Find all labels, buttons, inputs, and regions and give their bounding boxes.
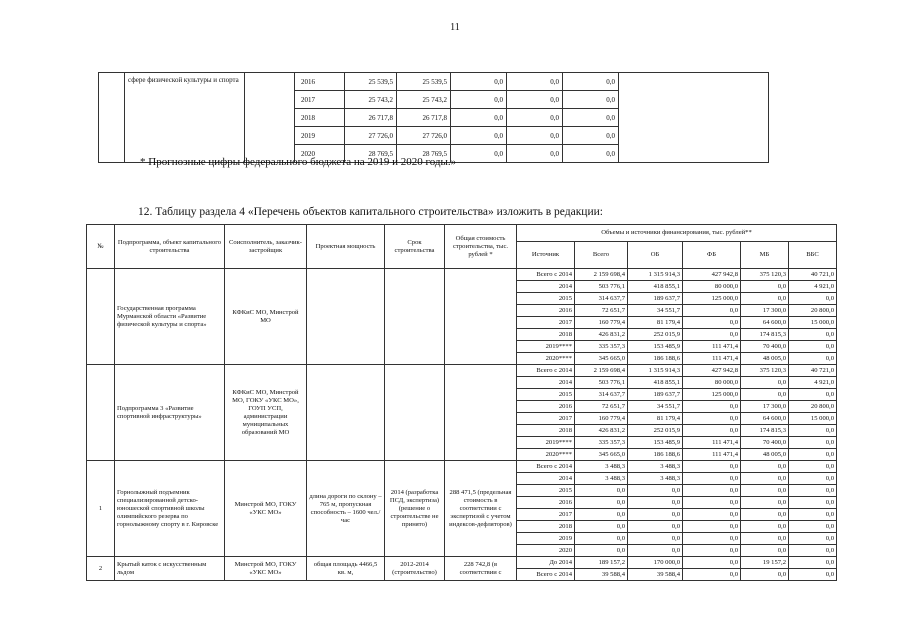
header-vbs: ВБС (789, 242, 837, 269)
mb-cell: 64 600,0 (741, 317, 789, 329)
total-cell: 3 488,3 (575, 461, 628, 473)
source-cell: 2014 (517, 473, 575, 485)
mb-cell: 0,0 (741, 545, 789, 557)
vbs-cell: 0,0 (789, 461, 837, 473)
mb-cell: 48 005,0 (741, 449, 789, 461)
total-cell: 345 665,0 (575, 449, 628, 461)
vbs-cell: 0,0 (789, 497, 837, 509)
vbs-cell: 0,0 (789, 473, 837, 485)
vbs-cell: 15 000,0 (789, 317, 837, 329)
ob-cell: 0,0 (628, 545, 683, 557)
funding-row (87, 557, 837, 569)
continuation-num-cell (99, 73, 125, 163)
construction-term (385, 269, 445, 365)
total-cost (445, 269, 517, 365)
mb-cell: 0,0 (741, 533, 789, 545)
total-cell: 0,0 (575, 509, 628, 521)
ob-cell: 0,0 (628, 509, 683, 521)
mb-cell: 0,0 (741, 485, 789, 497)
funding-row (87, 365, 837, 377)
mb-cell: 0,0 (741, 497, 789, 509)
ob-cell: 0,0 (628, 485, 683, 497)
mb-cell: 0,0 (741, 389, 789, 401)
value-cell: 0,0 (563, 127, 619, 145)
source-cell: 2019**** (517, 437, 575, 449)
source-cell: Всего с 2014 (517, 269, 575, 281)
value-cell: 0,0 (451, 73, 507, 91)
ob-cell: 186 188,6 (628, 353, 683, 365)
header-num: № (87, 225, 115, 269)
vbs-cell: 20 800,0 (789, 401, 837, 413)
header-source: Источник (517, 242, 575, 269)
total-cell: 0,0 (575, 497, 628, 509)
construction-term: 2014 (разработка ПСД, экспертиза) (решение о строительстве не принято) (385, 461, 445, 557)
fb-cell: 427 942,8 (683, 269, 741, 281)
page-number: 11 (450, 22, 460, 33)
fb-cell: 111 471,4 (683, 353, 741, 365)
fb-cell: 0,0 (683, 329, 741, 341)
ob-cell: 189 637,7 (628, 293, 683, 305)
vbs-cell: 4 921,0 (789, 281, 837, 293)
vbs-cell: 40 721,0 (789, 269, 837, 281)
source-cell: 2019 (517, 533, 575, 545)
fb-cell: 111 471,4 (683, 341, 741, 353)
value-cell: 0,0 (563, 91, 619, 109)
vbs-cell: 0,0 (789, 545, 837, 557)
fb-cell: 427 942,8 (683, 365, 741, 377)
fb-cell: 0,0 (683, 461, 741, 473)
header-mb: МБ (741, 242, 789, 269)
total-cell: 2 159 698,4 (575, 269, 628, 281)
source-cell: 2015 (517, 293, 575, 305)
source-cell: Всего с 2014 (517, 365, 575, 377)
total-cell: 160 779,4 (575, 413, 628, 425)
source-cell: 2016 (517, 497, 575, 509)
capital-construction-table-body (87, 269, 837, 581)
fb-cell: 0,0 (683, 509, 741, 521)
source-cell: 2014 (517, 281, 575, 293)
year-cell: 2016 (295, 73, 345, 91)
total-cell: 314 637,7 (575, 293, 628, 305)
ob-cell: 153 485,9 (628, 341, 683, 353)
source-cell: 2020**** (517, 449, 575, 461)
fb-cell: 80 000,0 (683, 377, 741, 389)
vbs-cell: 0,0 (789, 437, 837, 449)
continuation-description: сфере физической культуры и спорта (125, 73, 245, 163)
total-cell: 426 831,2 (575, 425, 628, 437)
value-cell: 0,0 (451, 91, 507, 109)
value-cell: 0,0 (451, 127, 507, 145)
year-cell: 2020 (295, 145, 345, 163)
total-cell: 345 665,0 (575, 353, 628, 365)
fb-cell: 0,0 (683, 533, 741, 545)
ob-cell: 81 179,4 (628, 317, 683, 329)
total-cell: 503 776,1 (575, 377, 628, 389)
fb-cell: 0,0 (683, 425, 741, 437)
total-cell: 0,0 (575, 485, 628, 497)
project-capacity: длина дороги по склону – 765 м, пропускная способность – 1600 чел./час (307, 461, 385, 557)
mb-cell: 0,0 (741, 473, 789, 485)
ob-cell: 186 188,6 (628, 449, 683, 461)
total-cell: 72 651,7 (575, 401, 628, 413)
continuation-table-body (99, 73, 769, 163)
ob-cell: 418 855,1 (628, 281, 683, 293)
value-cell: 0,0 (507, 127, 563, 145)
ob-cell: 3 488,3 (628, 461, 683, 473)
source-cell: 2019**** (517, 341, 575, 353)
capital-construction-table (86, 224, 837, 581)
total-cell: 503 776,1 (575, 281, 628, 293)
value-cell: 26 717,8 (345, 109, 397, 127)
value-cell: 25 743,2 (345, 91, 397, 109)
mb-cell: 17 300,0 (741, 305, 789, 317)
header-ob: ОБ (628, 242, 683, 269)
source-cell: 2020**** (517, 353, 575, 365)
fb-cell: 0,0 (683, 497, 741, 509)
vbs-cell: 40 721,0 (789, 365, 837, 377)
mb-cell: 0,0 (741, 461, 789, 473)
fb-cell: 125 000,0 (683, 389, 741, 401)
construction-term: 2012-2014 (строительство) (385, 557, 445, 581)
vbs-cell: 15 000,0 (789, 413, 837, 425)
section-heading: 12. Таблицу раздела 4 «Перечень объектов капитального строительства» изложить в редакции: (138, 206, 603, 218)
total-cell: 0,0 (575, 521, 628, 533)
total-cost: 228 742,8 (в соответствии с (445, 557, 517, 581)
value-cell: 25 539,5 (345, 73, 397, 91)
value-cell: 0,0 (563, 145, 619, 163)
source-cell: 2017 (517, 509, 575, 521)
mb-cell: 70 400,0 (741, 437, 789, 449)
executor-name: КФКиС МО, Минстрой МО, ГОКУ «УКС МО», ГОУП УСП, администрации муниципальных образований МО (225, 365, 307, 461)
total-cell: 0,0 (575, 545, 628, 557)
source-cell: 2018 (517, 329, 575, 341)
value-cell: 25 539,5 (397, 73, 451, 91)
vbs-cell: 0,0 (789, 425, 837, 437)
ob-cell: 0,0 (628, 497, 683, 509)
ob-cell: 1 315 914,3 (628, 365, 683, 377)
ob-cell: 0,0 (628, 521, 683, 533)
mb-cell: 0,0 (741, 521, 789, 533)
value-cell: 0,0 (563, 73, 619, 91)
source-cell: 2016 (517, 401, 575, 413)
mb-cell: 0,0 (741, 569, 789, 581)
header-funding: Объемы и источники финансирования, тыс. рублей** (517, 225, 837, 242)
ob-cell: 1 315 914,3 (628, 269, 683, 281)
total-cell: 335 357,3 (575, 341, 628, 353)
header-program: Подпрограмма, объект капитального строительства (115, 225, 225, 269)
mb-cell: 174 815,3 (741, 425, 789, 437)
mb-cell: 0,0 (741, 281, 789, 293)
program-name: Государственная программа Мурманской области «Развитие физической культуры и спорта» (115, 269, 225, 365)
source-cell: 2015 (517, 485, 575, 497)
value-cell: 28 769,5 (397, 145, 451, 163)
ob-cell: 252 015,9 (628, 329, 683, 341)
row-number (87, 269, 115, 365)
executor-name: Минстрой МО, ГОКУ «УКС МО» (225, 461, 307, 557)
fb-cell: 0,0 (683, 317, 741, 329)
total-cost: 288 471,5 (предельная стоимость в соответствии с экспертизой с учетом индексов-дефляторов) (445, 461, 517, 557)
header-total: Всего (575, 242, 628, 269)
year-cell: 2018 (295, 109, 345, 127)
ob-cell: 34 551,7 (628, 305, 683, 317)
source-cell: 2014 (517, 377, 575, 389)
program-name: Крытый каток с искусственным льдом (115, 557, 225, 581)
source-cell: 2016 (517, 305, 575, 317)
header-row-top (87, 225, 837, 242)
ob-cell: 153 485,9 (628, 437, 683, 449)
executor-name: КФКиС МО, Минстрой МО (225, 269, 307, 365)
total-cell: 72 651,7 (575, 305, 628, 317)
project-capacity (307, 365, 385, 461)
source-cell: Всего с 2014 (517, 461, 575, 473)
program-name: Горнолыжный подъемник специализированной детско-юношеской спортивной школы олимпийского резерва по горнолыжному спорту в г. Кировске (115, 461, 225, 557)
source-cell: 2020 (517, 545, 575, 557)
mb-cell: 17 300,0 (741, 401, 789, 413)
fb-cell: 125 000,0 (683, 293, 741, 305)
fb-cell: 0,0 (683, 401, 741, 413)
source-cell: 2017 (517, 413, 575, 425)
value-cell: 26 717,8 (397, 109, 451, 127)
fb-cell: 80 000,0 (683, 281, 741, 293)
value-cell: 0,0 (507, 91, 563, 109)
program-name: Подпрограмма 3 «Развитие спортивной инфраструктуры» (115, 365, 225, 461)
value-cell: 0,0 (563, 109, 619, 127)
mb-cell: 375 120,3 (741, 365, 789, 377)
vbs-cell: 0,0 (789, 521, 837, 533)
vbs-cell: 0,0 (789, 569, 837, 581)
mb-cell: 19 157,2 (741, 557, 789, 569)
continuation-blank-cell (619, 73, 769, 163)
construction-term (385, 365, 445, 461)
total-cell: 160 779,4 (575, 317, 628, 329)
value-cell: 27 726,0 (345, 127, 397, 145)
ob-cell: 34 551,7 (628, 401, 683, 413)
source-cell: До 2014 (517, 557, 575, 569)
vbs-cell: 0,0 (789, 353, 837, 365)
vbs-cell: 4 921,0 (789, 377, 837, 389)
vbs-cell: 0,0 (789, 293, 837, 305)
fb-cell: 111 471,4 (683, 449, 741, 461)
mb-cell: 0,0 (741, 293, 789, 305)
fb-cell: 0,0 (683, 521, 741, 533)
continuation-row (99, 73, 769, 91)
fb-cell: 0,0 (683, 413, 741, 425)
value-cell: 25 743,2 (397, 91, 451, 109)
total-cell: 2 159 698,4 (575, 365, 628, 377)
ob-cell: 189 637,7 (628, 389, 683, 401)
ob-cell: 252 015,9 (628, 425, 683, 437)
header-executor: Соисполнитель, заказчик-застройщик (225, 225, 307, 269)
mb-cell: 375 120,3 (741, 269, 789, 281)
fb-cell: 0,0 (683, 473, 741, 485)
vbs-cell: 0,0 (789, 485, 837, 497)
total-cost (445, 365, 517, 461)
funding-row (87, 461, 837, 473)
row-number (87, 365, 115, 461)
value-cell: 27 726,0 (397, 127, 451, 145)
fb-cell: 0,0 (683, 545, 741, 557)
mb-cell: 174 815,3 (741, 329, 789, 341)
header-term: Срок строительства (385, 225, 445, 269)
source-cell: 2017 (517, 317, 575, 329)
value-cell: 0,0 (451, 145, 507, 163)
source-cell: 2015 (517, 389, 575, 401)
vbs-cell: 0,0 (789, 329, 837, 341)
ob-cell: 3 488,3 (628, 473, 683, 485)
mb-cell: 48 005,0 (741, 353, 789, 365)
total-cell: 426 831,2 (575, 329, 628, 341)
year-cell: 2017 (295, 91, 345, 109)
total-cell: 335 357,3 (575, 437, 628, 449)
header-cost: Общая стоимость строительства, тыс. рублей * (445, 225, 517, 269)
fb-cell: 0,0 (683, 305, 741, 317)
mb-cell: 64 600,0 (741, 413, 789, 425)
ob-cell: 39 588,4 (628, 569, 683, 581)
row-number: 1 (87, 461, 115, 557)
fb-cell: 0,0 (683, 485, 741, 497)
ob-cell: 81 179,4 (628, 413, 683, 425)
value-cell: 0,0 (507, 145, 563, 163)
project-capacity: общая площадь 4466,5 кв. м, (307, 557, 385, 581)
value-cell: 0,0 (507, 73, 563, 91)
total-cell: 314 637,7 (575, 389, 628, 401)
total-cell: 39 588,4 (575, 569, 628, 581)
fb-cell: 111 471,4 (683, 437, 741, 449)
ob-cell: 418 855,1 (628, 377, 683, 389)
forecast-footnote: * Прогнозные цифры федерального бюджета на 2019 и 2020 годы.» (140, 156, 457, 168)
executor-name: Минстрой МО, ГОКУ «УКС МО» (225, 557, 307, 581)
mb-cell: 0,0 (741, 509, 789, 521)
vbs-cell: 0,0 (789, 341, 837, 353)
vbs-cell: 20 800,0 (789, 305, 837, 317)
ob-cell: 0,0 (628, 533, 683, 545)
vbs-cell: 0,0 (789, 509, 837, 521)
total-cell: 0,0 (575, 533, 628, 545)
vbs-cell: 0,0 (789, 389, 837, 401)
mb-cell: 0,0 (741, 377, 789, 389)
source-cell: 2018 (517, 521, 575, 533)
fb-cell: 0,0 (683, 557, 741, 569)
continuation-blank-cell (245, 73, 295, 163)
header-fb: ФБ (683, 242, 741, 269)
funding-row (87, 269, 837, 281)
project-capacity (307, 269, 385, 365)
fb-cell: 0,0 (683, 569, 741, 581)
source-cell: Всего с 2014 (517, 569, 575, 581)
header-capacity: Проектная мощность (307, 225, 385, 269)
value-cell: 28 769,5 (345, 145, 397, 163)
continuation-table (98, 72, 769, 163)
year-cell: 2019 (295, 127, 345, 145)
value-cell: 0,0 (507, 109, 563, 127)
ob-cell: 170 000,0 (628, 557, 683, 569)
row-number: 2 (87, 557, 115, 581)
mb-cell: 70 400,0 (741, 341, 789, 353)
total-cell: 3 488,3 (575, 473, 628, 485)
vbs-cell: 0,0 (789, 557, 837, 569)
total-cell: 189 157,2 (575, 557, 628, 569)
vbs-cell: 0,0 (789, 533, 837, 545)
value-cell: 0,0 (451, 109, 507, 127)
vbs-cell: 0,0 (789, 449, 837, 461)
source-cell: 2018 (517, 425, 575, 437)
